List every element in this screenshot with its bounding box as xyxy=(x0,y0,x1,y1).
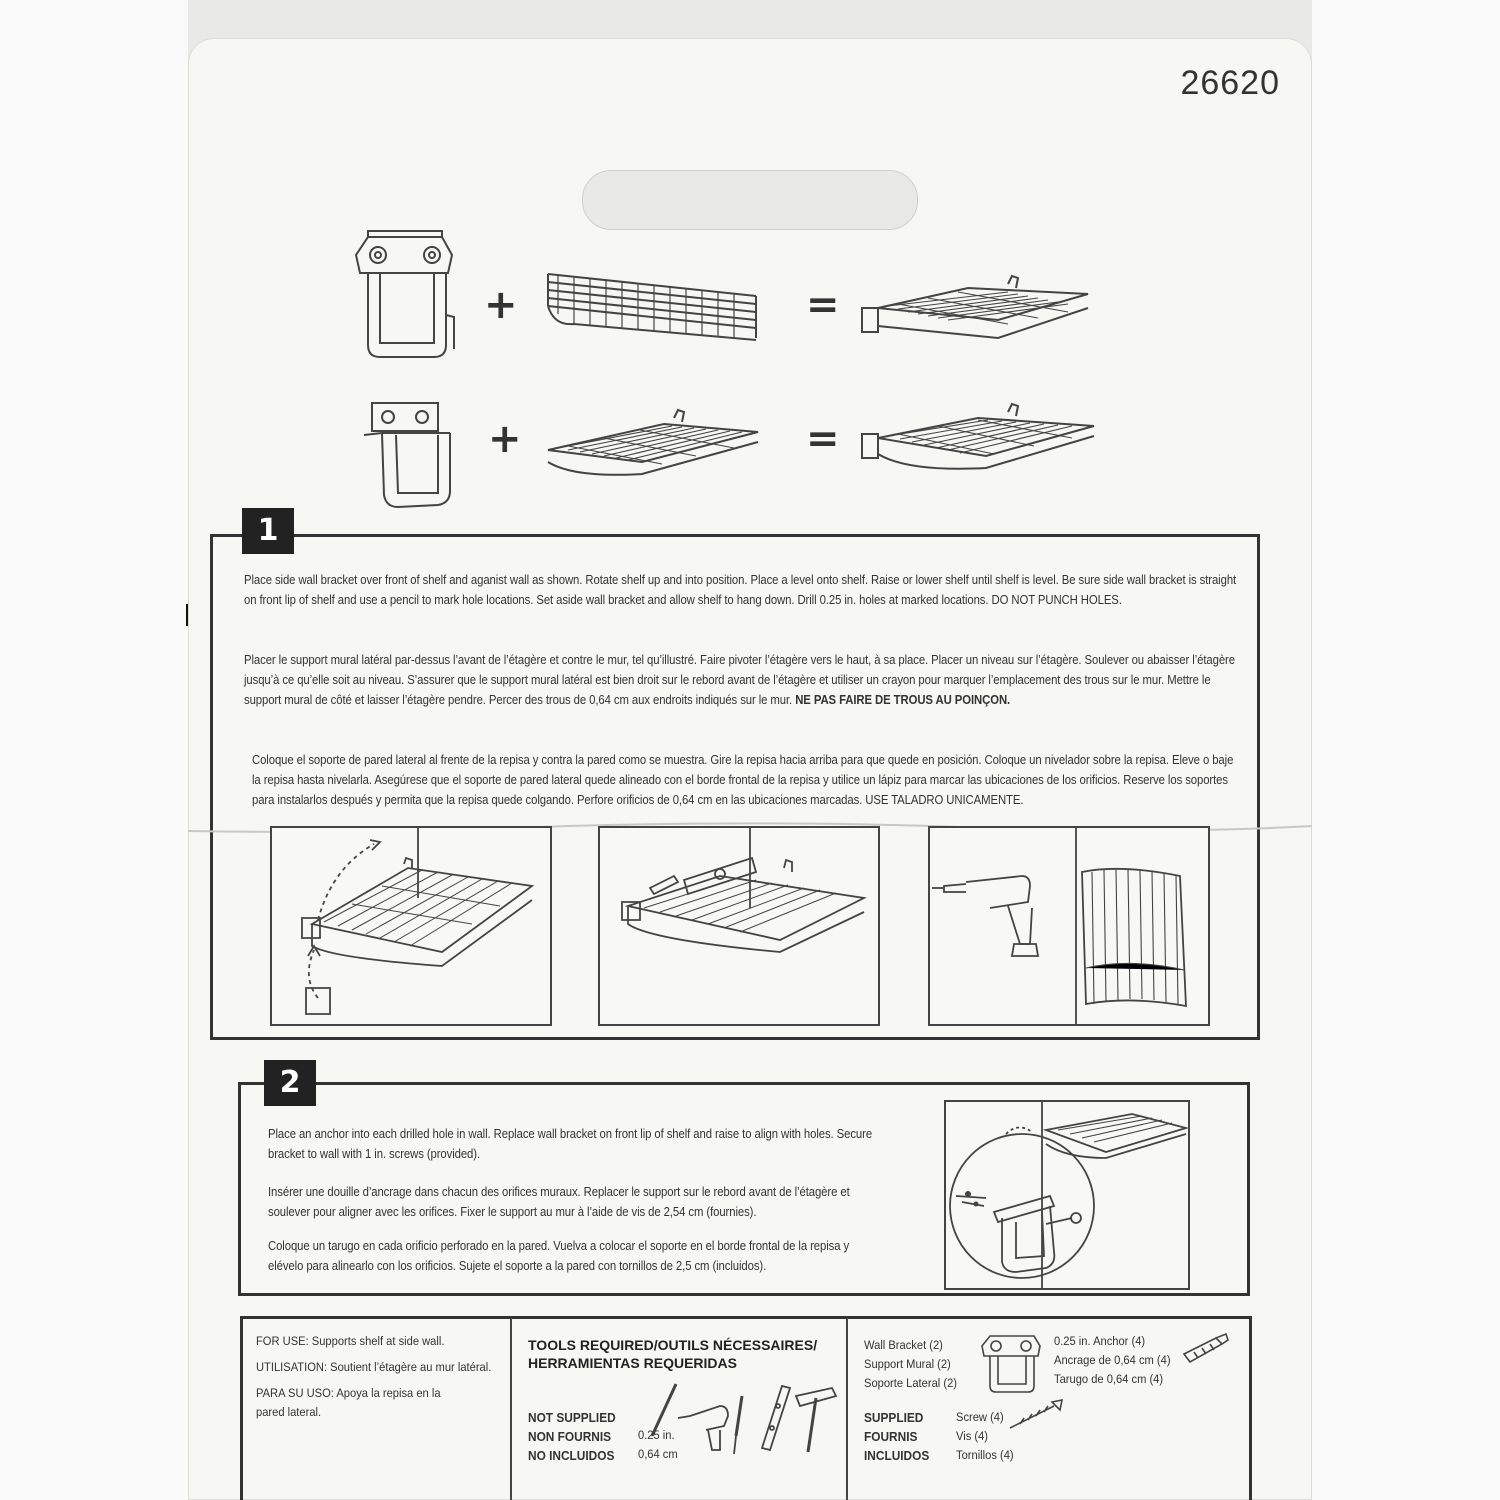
screw-list xyxy=(956,1408,1014,1465)
wall-bracket-illustration xyxy=(350,225,460,375)
tools-required-title xyxy=(528,1336,817,1372)
wire-shelf-illustration xyxy=(544,398,764,488)
not-supplied-fr: NON FOURNIS xyxy=(528,1429,612,1444)
hang-hole xyxy=(582,170,918,230)
tools-title-line-2: HERRAMIENTAS REQUERIDAS xyxy=(528,1355,737,1371)
drill-size-cm: 0,64 cm xyxy=(638,1447,678,1461)
step-1-text-fr-warning: NE PAS FAIRE DE TROUS AU POINÇON. xyxy=(795,693,1011,707)
assembled-shelf-illustration xyxy=(858,398,1108,488)
not-supplied-labels xyxy=(528,1408,616,1465)
wire-shelf-illustration xyxy=(544,268,764,358)
step-2-text-es: Coloque un tarugo en cada orificio perforado en la pared. Vuelva a colocar el soporte en el borde frontal de la repisa y elévelo para alinearlo con los orificios. Sujete el soporte a la pared con tornillos de 2,5 cm (incluidos). xyxy=(268,1239,850,1273)
wall-bracket-list xyxy=(864,1336,957,1393)
supplied-fr: FOURNIS xyxy=(864,1429,918,1444)
side-bracket-illustration xyxy=(358,395,468,525)
anchor-en: 0.25 in. Anchor (4) xyxy=(1054,1334,1146,1348)
anchor-fr: Ancrage de 0,64 cm (4) xyxy=(1054,1353,1171,1367)
sku-number: 26620 xyxy=(1180,64,1280,102)
anchor-list xyxy=(1054,1332,1171,1389)
plus-sign: + xyxy=(488,416,522,462)
bracket-fr: Support Mural (2) xyxy=(864,1357,951,1371)
step-1-text-fr-body: Placer le support mural latéral par-dessus l’avant de l’étagère et contre le mur, tel qu’illustré. Faire pivoter l’étagère vers le haut, à sa place. Placer un niveau sur l’étagère. Soulever ou abaisser l’étagère jusqu’à ce qu’elle soit au niveau. S’assurer que le support mural latéral est bien droit sur le rebord avant de l’étagère et utiliser un crayon pour marquer l’emplacement des trous sur le mur. Mettre le support mural de côté et laisser l’étagère pendre. Percer des trous de 0,64 cm aux endroits indiqués sur le mur. xyxy=(244,653,1235,707)
bracket-en: Wall Bracket (2) xyxy=(864,1338,943,1352)
step-1-panel-drill xyxy=(928,826,1210,1026)
for-use-es: PARA SU USO: Apoya la repisa en la pared lateral. xyxy=(256,1386,441,1419)
not-supplied-es: NO INCLUIDOS xyxy=(528,1448,615,1463)
not-supplied-en: NOT SUPPLIED xyxy=(528,1410,616,1425)
supplied-labels xyxy=(864,1408,929,1465)
bracket-icon xyxy=(978,1332,1044,1396)
equals-sign: = xyxy=(806,282,840,328)
drill-size-in: 0.25 in. xyxy=(638,1428,675,1442)
drill-size xyxy=(638,1426,678,1464)
assembled-shelf-illustration xyxy=(858,268,1098,358)
step-1-panel-rotate xyxy=(270,826,552,1026)
background-left xyxy=(0,0,188,1500)
for-use-fr: UTILISATION: Soutient l’étagère au mur latéral. xyxy=(256,1360,492,1374)
step-2-panel-install xyxy=(944,1100,1190,1290)
for-use-en: FOR USE: Supports shelf at side wall. xyxy=(256,1334,445,1348)
step-2-number: 2 xyxy=(264,1060,316,1106)
step-1-text-fr xyxy=(244,650,1243,710)
tools-illustration xyxy=(650,1376,850,1460)
anchor-es: Tarugo de 0,64 cm (4) xyxy=(1054,1372,1164,1386)
equals-sign: = xyxy=(806,416,840,462)
step-1-text-en: Place side wall bracket over front of shelf and aganist wall as shown. Rotate shelf up and into position. Place a level onto shelf. Raise or lower shelf until shelf is level. Be sure side wall bracket is straight on front lip of shelf and use a pencil to mark hole locations. Set aside wall bracket and allow shelf to hang down. Drill 0.25 in. holes at marked locations. DO NOT PUNCH HOLES. xyxy=(244,573,1237,607)
supplied-es: INCLUIDOS xyxy=(864,1448,930,1463)
plus-sign: + xyxy=(484,282,518,328)
supplied-en: SUPPLIED xyxy=(864,1410,924,1425)
tools-title-line-1: TOOLS REQUIRED/OUTILS NÉCESSAIRES/ xyxy=(528,1337,818,1353)
screw-es: Tornillos (4) xyxy=(956,1448,1014,1462)
step-1-panel-level xyxy=(598,826,880,1026)
step-1-number: 1 xyxy=(242,508,294,554)
step-2-text-fr: Insérer une douille d’ancrage dans chacun des orifices muraux. Replacer le support sur le rebord avant de l’étagère et soulever pour aligner avec les orifices. Fixer le support au mur à l’aide de vis de 2,54 cm (fournies). xyxy=(268,1185,850,1219)
info-divider xyxy=(510,1318,512,1500)
background-right xyxy=(1312,0,1500,1500)
screw-icon xyxy=(1006,1398,1066,1434)
bracket-es: Soporte Lateral (2) xyxy=(864,1376,957,1390)
screw-en: Screw (4) xyxy=(956,1410,1004,1424)
step-2-text-en: Place an anchor into each drilled hole in wall. Replace wall bracket on front lip of shelf and raise to align with holes. Secure bracket to wall with 1 in. screws (provided). xyxy=(268,1127,873,1161)
anchor-icon xyxy=(1180,1330,1232,1366)
screw-fr: Vis (4) xyxy=(956,1429,989,1443)
step-1-text-es: Coloque el soporte de pared lateral al frente de la repisa y contra la pared como se muestra. Gire la repisa hacia arriba para que quede en posición. Coloque un nivelador sobre la repisa. Eleve o baje la repisa hasta nivelarla. Asegúrese que el soporte de pared lateral quede alineado con el borde frontal de la repisa y utilice un lápiz para marcar las ubicaciones de los orificios. Reserve los soportes para instalarlos después y permita que la repisa quede colgando. Perfore orificios de 0,64 cm en las ubicaciones marcadas. USE TALADRO UNICAMENTE. xyxy=(252,753,1234,807)
